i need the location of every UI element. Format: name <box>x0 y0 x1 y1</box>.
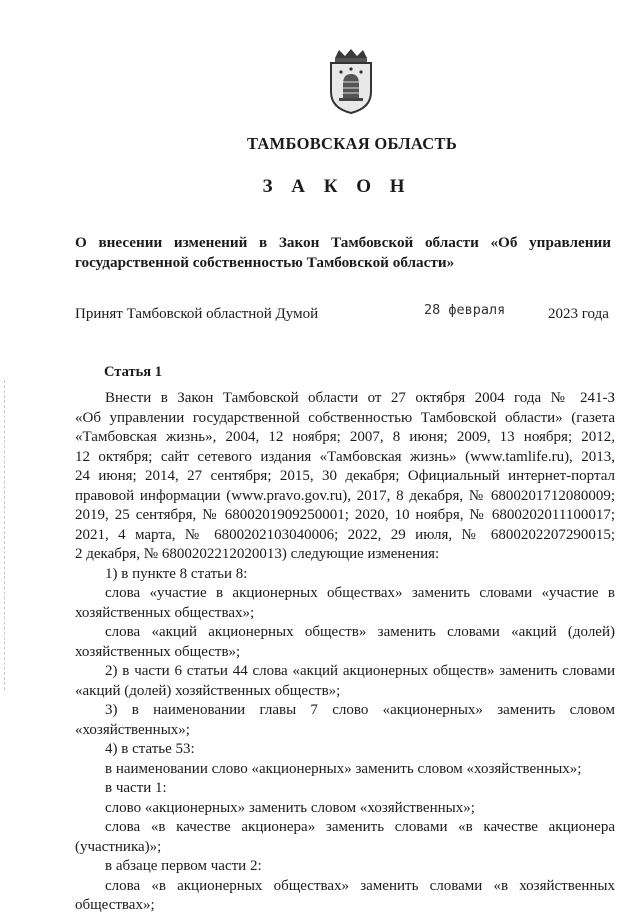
body-line: «Тамбовская жизнь», 2004, 12 ноября; 2007, 8 июня; 2009, 13 ноября; 2012, <box>75 429 615 445</box>
body-line: 12 октября; сайт сетевого издания «Тамбовская жизнь» (www.tamlife.ru), 2013, <box>75 448 615 465</box>
body-line: 2021, 4 марта, № 6800202103040006; 2022, 29 июля, № 6800202207290015; <box>75 526 615 543</box>
body-line: 3) в наименовании главы 7 слово «акционерных» заменить словом <box>105 702 615 718</box>
body-line: слова «участие в акционерных обществах» заменить словами «участие в <box>105 585 615 601</box>
coat-of-arms-icon <box>323 48 379 114</box>
body-line: слово «акционерных» заменить словом «хозяйственных»; <box>105 799 475 816</box>
body-line: обществах»; <box>75 897 155 913</box>
body-line: 1) в пункте 8 статьи 8: <box>105 565 248 582</box>
body-line: «хозяйственных»; <box>75 721 190 738</box>
adopted-by: Принят Тамбовской областной Думой <box>75 306 319 322</box>
body-line: 2) в части 6 статьи 44 слова «акций акционерных обществ» заменить словами <box>105 663 615 679</box>
body-line: в абзаце первом части 2: <box>105 858 262 874</box>
article-heading: Статья 1 <box>104 364 162 380</box>
body-line: «акций (долей) хозяйственных обществ»; <box>75 682 341 699</box>
body-line: 2019, 25 сентября, № 6800201909250001; 2020, 10 ноября, № 6800202011100017; <box>75 507 615 523</box>
body-line: слова «в качестве акционера» заменить словами «в качестве акционера <box>105 819 615 835</box>
body-line: слова «в акционерных обществах» заменить словами «в хозяйственных <box>105 877 615 894</box>
body-line: в наименовании слово «акционерных» заменить словом «хозяйственных»; <box>105 760 582 777</box>
body-line: правовой информации (www.pravo.gov.ru), 2017, 8 декабря, № 6800201712080009; <box>75 487 615 504</box>
law-title-line: О внесении изменений в Закон Тамбовской области «Об управлении <box>75 234 611 251</box>
body-line: (участника)»; <box>75 838 162 855</box>
body-line: 2 декабря, № 6800202212020013) следующие изменения: <box>75 546 440 562</box>
document-type: З А К О Н <box>262 176 412 197</box>
law-title-line: государственной собственностью Тамбовской области» <box>75 254 455 271</box>
article-body <box>75 389 615 916</box>
body-line: хозяйственных обществах»; <box>75 604 255 621</box>
body-line: слова «акций акционерных обществ» заменить словами «акций (долей) <box>105 624 615 640</box>
body-line: «Об управлении государственной собственностью Тамбовской области» (газета <box>75 409 615 426</box>
body-line: Внести в Закон Тамбовской области от 27 октября 2004 года № 241-З <box>105 390 615 406</box>
body-line: 24 июня; 2014, 27 сентября; 2015, 30 декабря; Официальный интернет-портал <box>75 468 615 484</box>
body-line: в части 1: <box>105 780 167 796</box>
scan-margin-mark <box>4 380 6 690</box>
body-line: хозяйственных обществ»; <box>75 643 241 660</box>
body-line: 4) в статье 53: <box>105 741 195 757</box>
region-name: ТАМБОВСКАЯ ОБЛАСТЬ <box>246 134 458 153</box>
adoption-year: 2023 года <box>548 306 609 322</box>
adoption-date: 28 февраля <box>424 302 506 318</box>
law-title <box>75 233 611 273</box>
